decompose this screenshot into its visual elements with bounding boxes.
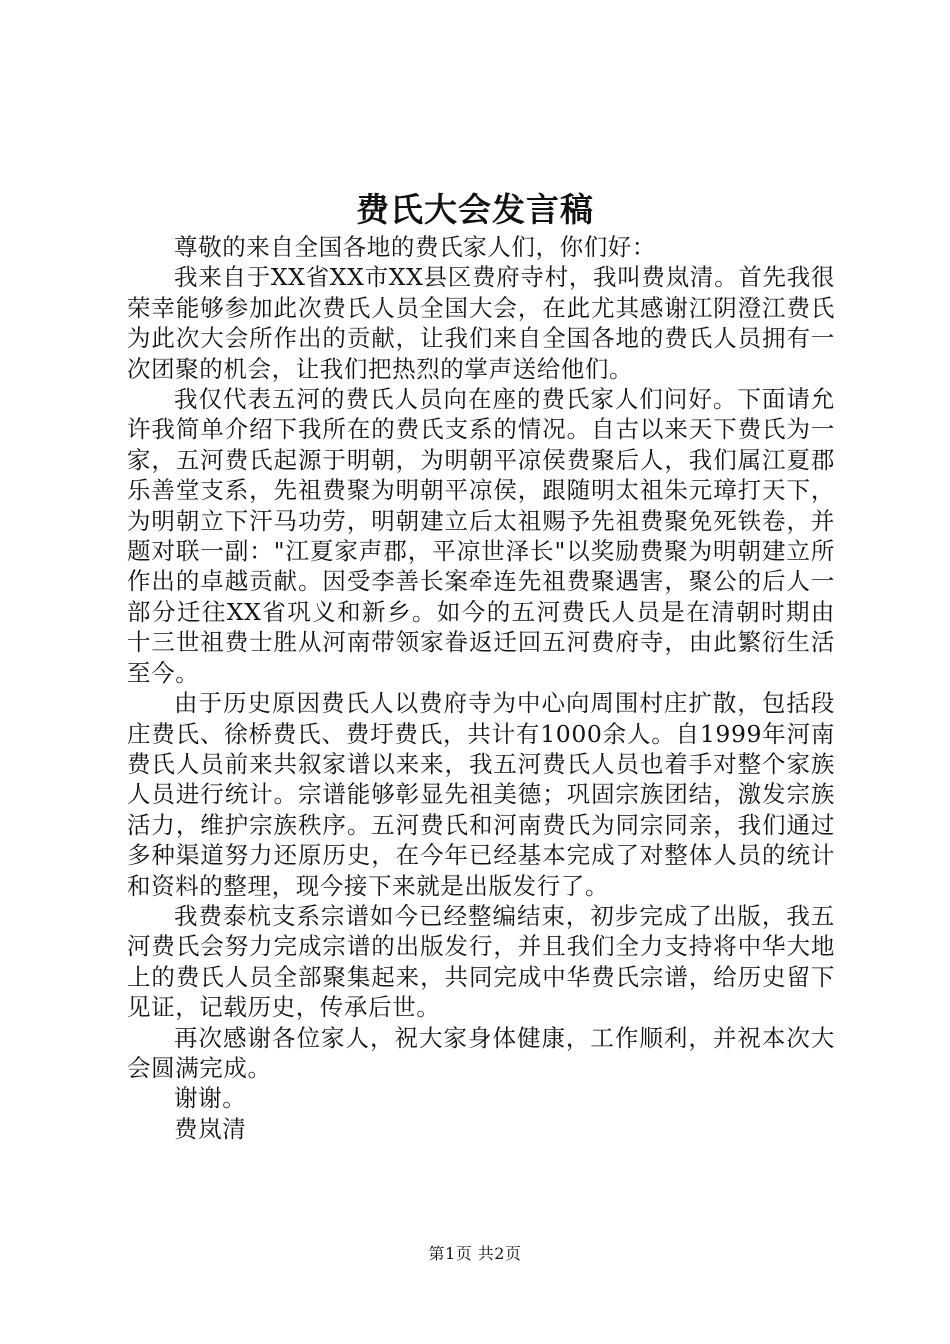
intro-paragraph: 我来自于XX省XX市XX县区费府寺村，我叫费岚清。首先我很荣幸能够参加此次费氏人员全国大会，在此尤其感谢江阴澄江费氏为此次大会所作出的贡献，让我们来自全国各地的费氏人员拥有一次团聚的机会，让我们把热烈的掌声送给他们。	[127, 263, 835, 383]
history-paragraph: 我仅代表五河的费氏人员向在座的费氏家人们问好。下面请允许我简单介绍下我所在的费氏支系的情况。自古以来天下费氏为一家，五河费氏起源于明朝，为明朝平凉侯费聚后人，我们属江夏郡乐善堂支系，先祖费聚为明朝平凉侯，跟随明太祖朱元璋打天下，为明朝立下汗马功劳，明朝建立后太祖赐予先祖费聚免死铁卷，并题对联一副："江夏家声郡，平凉世泽长"以奖励费聚为明朝建立所作出的卓越贡献。因受李善长案牵连先祖费聚遇害，聚公的后人一部分迁往XX省巩义和新乡。如今的五河费氏人员是在清朝时期由十三世祖费士胜从河南带领家眷返迁回五河费府寺，由此繁衍生活至今。	[127, 385, 835, 687]
closing-paragraph: 再次感谢各位家人，祝大家身体健康，工作顺利，并祝本次大会圆满完成。	[127, 1023, 835, 1082]
page-indicator: 第1页 共2页	[428, 1244, 522, 1263]
salutation-paragraph: 尊敬的来自全国各地的费氏家人们，你们好：	[174, 233, 656, 261]
genealogy-paragraph: 由于历史原因费氏人以费府寺为中心向周围村庄扩散，包括段庄费氏、徐桥费氏、费圩费氏，共计有1000余人。自1999年河南费氏人员前来共叙家谱以来来，我五河费氏人员也着手对整个家族人员进行统计。宗谱能够彰显先祖美德；巩固宗族团结，激发宗族活力，维护宗族秩序。五河费氏和河南费氏为同宗同亲，我们通过多种渠道努力还原历史，在今年已经基本完成了对整体人员的统计和资料的整理，现今接下来就是出版发行了。	[127, 689, 835, 900]
document-title: 费氏大会发言稿	[356, 190, 594, 229]
signature-line: 费岚清	[174, 1114, 247, 1143]
thanks-line: 谢谢。	[174, 1084, 247, 1113]
document-body	[127, 232, 835, 1144]
publication-paragraph: 我费泰杭支系宗谱如今已经整编结束，初步完成了出版，我五河费氏会努力完成宗谱的出版发行，并且我们全力支持将中华大地上的费氏人员全部聚集起来，共同完成中华费氏宗谱，给历史留下见证，记载历史，传承后世。	[127, 901, 835, 1022]
